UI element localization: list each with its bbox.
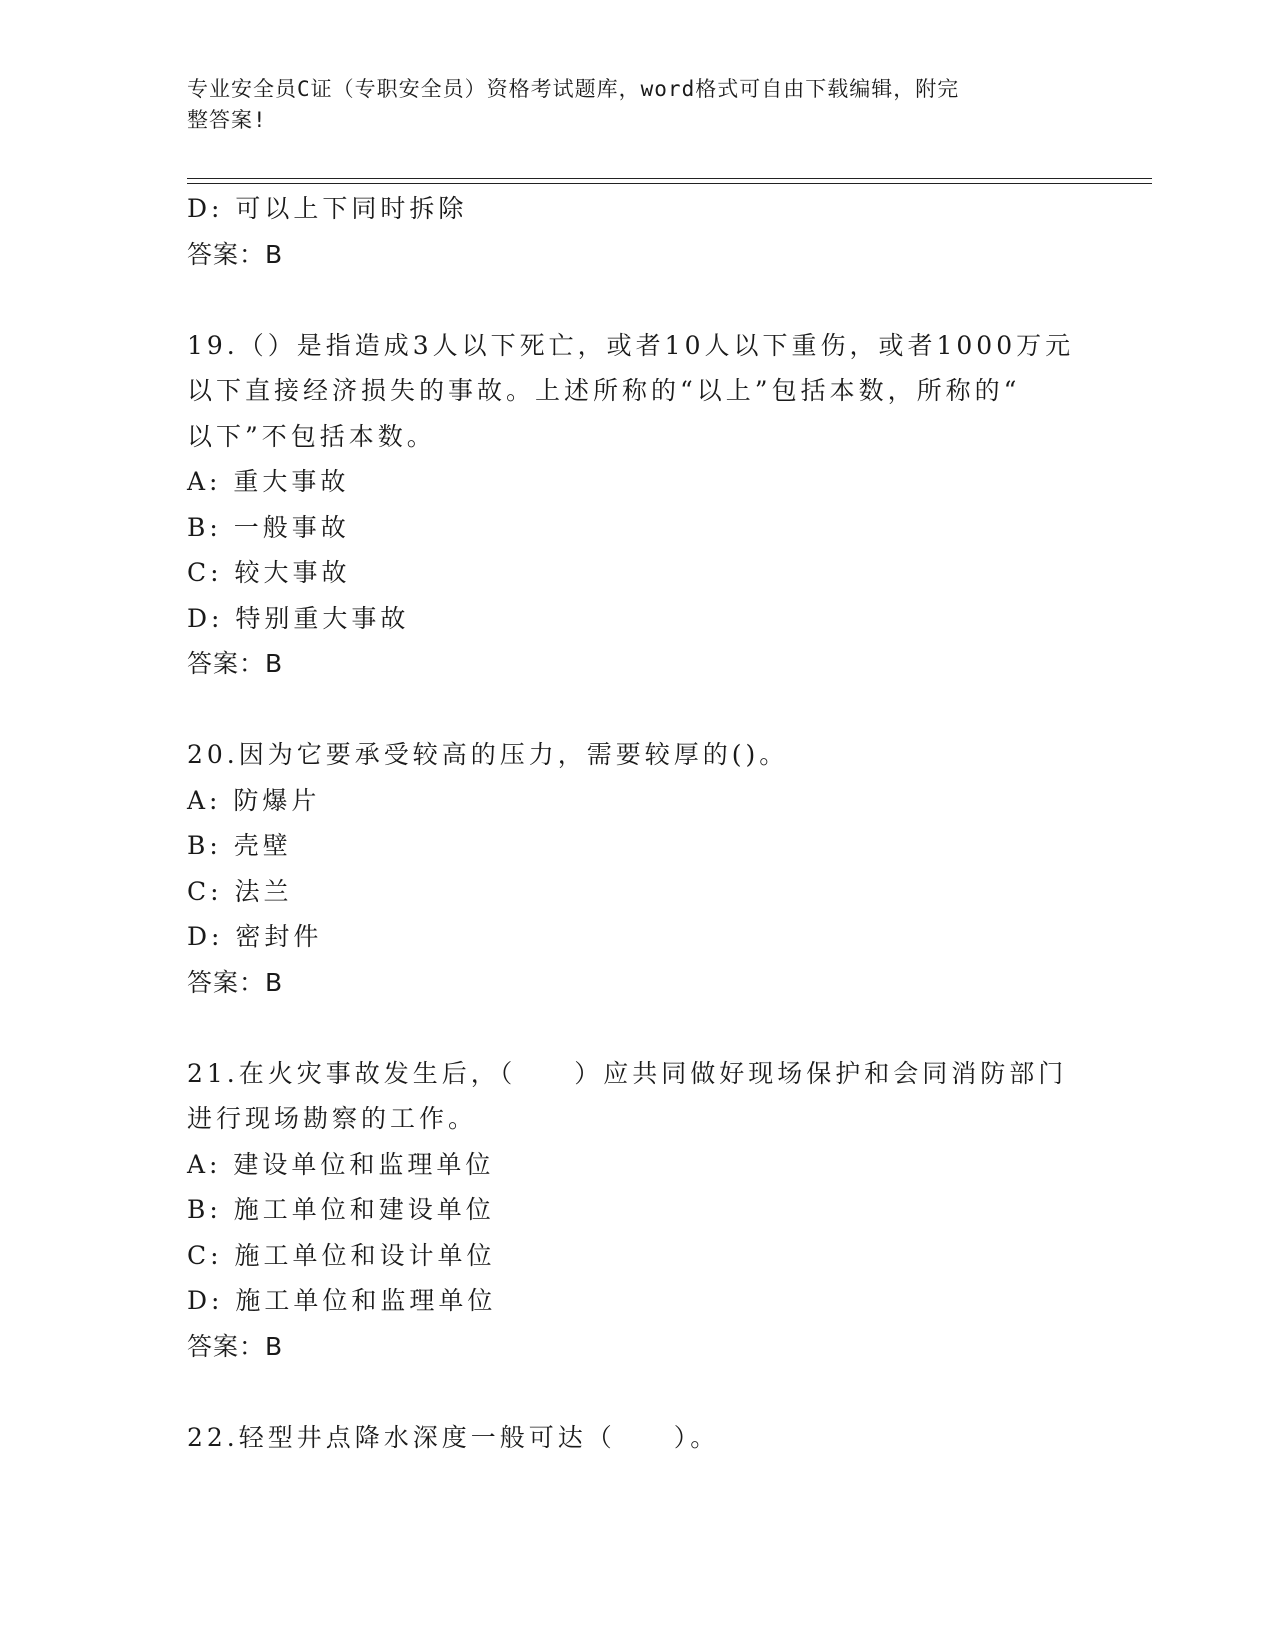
question-text-line: 以下”不包括本数。 <box>187 421 436 451</box>
answer: 答案：B <box>187 1331 284 1361</box>
question-22 <box>187 1415 1087 1461</box>
option-d: D: 特别重大事故 <box>187 603 410 633</box>
spacer <box>187 277 1087 323</box>
question-text-line: 21.在火灾事故发生后，（ ）应共同做好现场保护和会同消防部门 <box>187 1058 1068 1088</box>
option-c: C: 施工单位和设计单位 <box>187 1240 496 1270</box>
question-19 <box>187 323 1087 687</box>
question-text-line: 20.因为它要承受较高的压力，需要较厚的()。 <box>187 740 789 769</box>
header-divider-bottom <box>187 183 1152 184</box>
question-text-line: 以下直接经济损失的事故。上述所称的“以上”包括本数，所称的“ <box>187 376 1021 405</box>
answer: 答案：B <box>187 967 284 997</box>
question-21 <box>187 1051 1087 1370</box>
option-a: A: 重大事故 <box>187 467 350 496</box>
option-d: D: 可以上下同时拆除 <box>187 194 468 223</box>
question-18-tail <box>187 186 1087 277</box>
answer: 答案：B <box>187 649 284 678</box>
question-text-line: 19.（）是指造成3人以下死亡，或者10人以下重伤，或者1000万元 <box>187 330 1075 360</box>
header-line-1: 专业安全员C证（专职安全员）资格考试题库，word格式可自由下载编辑，附完 <box>187 77 960 101</box>
spacer <box>187 1369 1087 1415</box>
answer: 答案：B <box>187 239 284 269</box>
question-text-line: 22.轻型井点降水深度一般可达（ ）。 <box>187 1422 720 1452</box>
option-b: B: 一般事故 <box>187 512 350 542</box>
header-divider-top <box>187 178 1152 179</box>
option-c: C: 较大事故 <box>187 558 351 587</box>
question-text-line: 进行现场勘察的工作。 <box>187 1104 478 1133</box>
spacer <box>187 1005 1087 1051</box>
option-b: B: 壳壁 <box>187 831 292 860</box>
option-a: A: 建设单位和监理单位 <box>187 1149 495 1179</box>
option-d: D: 密封件 <box>187 922 323 951</box>
spacer <box>187 687 1087 733</box>
header-line-2: 整答案! <box>187 108 267 132</box>
option-c: C: 法兰 <box>187 876 293 906</box>
option-a: A: 防爆片 <box>187 785 321 815</box>
option-b: B: 施工单位和建设单位 <box>187 1195 495 1224</box>
question-list <box>187 186 1087 1460</box>
question-20 <box>187 732 1087 1005</box>
option-d: D: 施工单位和监理单位 <box>187 1286 497 1315</box>
page-header <box>187 74 1067 136</box>
